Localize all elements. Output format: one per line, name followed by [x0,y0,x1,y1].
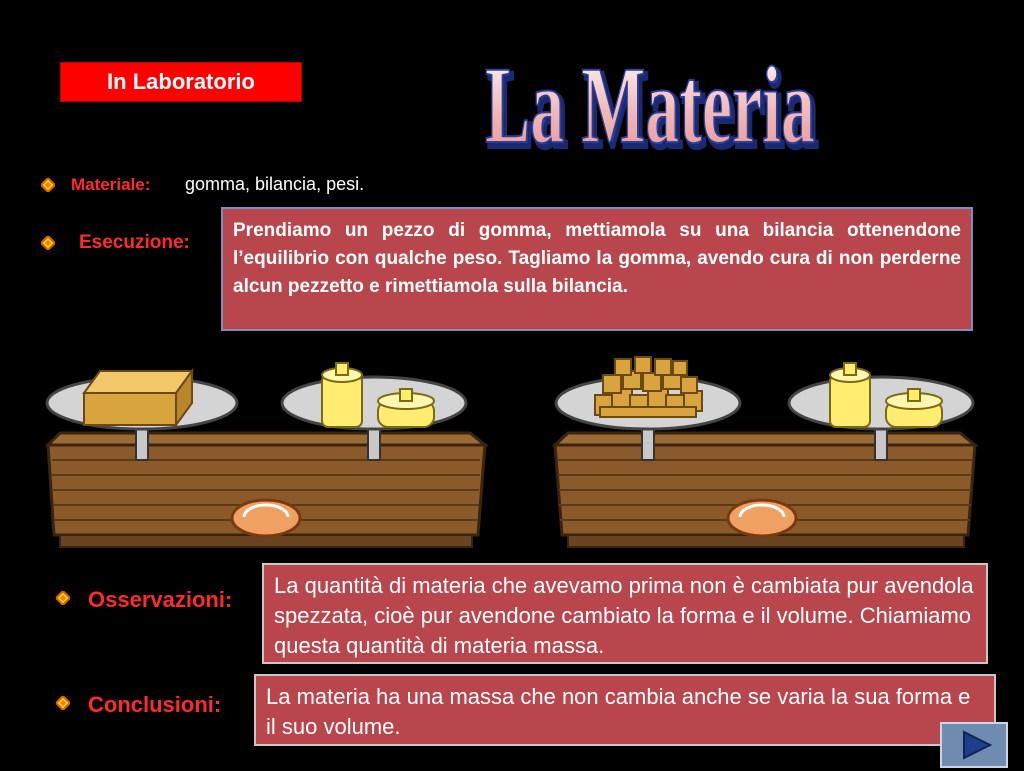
materiale-text: gomma, bilancia, pesi. [185,174,365,194]
diamond-bullet-icon [56,591,70,605]
conclusioni-label: Conclusioni: [88,692,222,717]
page-title [470,10,830,160]
next-slide-button[interactable] [940,722,1008,768]
esecuzione-box: Prendiamo un pezzo di gomma, mettiamola su una bilancia ottenendone l’equilibrio con qualche peso. Tagliamo la gomma, avendo cura di non perderne alcun pezzetto e rimettiamola sulla bilancia. [221,207,973,331]
conclusioni-box: La materia ha una massa che non cambia anche se varia la sua forma e il suo volume. [254,674,996,746]
diamond-bullet-icon [56,696,70,710]
esecuzione-label: Esecuzione: [79,232,190,253]
title-text: La Materia [485,44,815,160]
title-shadow: La Materia [488,48,818,160]
materiale-label: Materiale: [71,175,151,194]
diamond-bullet-icon [41,178,55,192]
osservazioni-label: Osservazioni: [88,587,233,612]
diamond-bullet-icon [41,236,55,250]
balance-scales-illustration [40,345,980,555]
section-tag: In Laboratorio [60,62,302,102]
scale-right [555,357,975,547]
osservazioni-box: La quantità di materia che avevamo prima non è cambiata pur avendola spezzata, cioè pur avendone cambiato la forma e il volume. Chiamiamo questa quantità di materia massa. [262,563,988,664]
next-arrow-icon [942,724,1006,766]
scale-left [47,363,485,547]
